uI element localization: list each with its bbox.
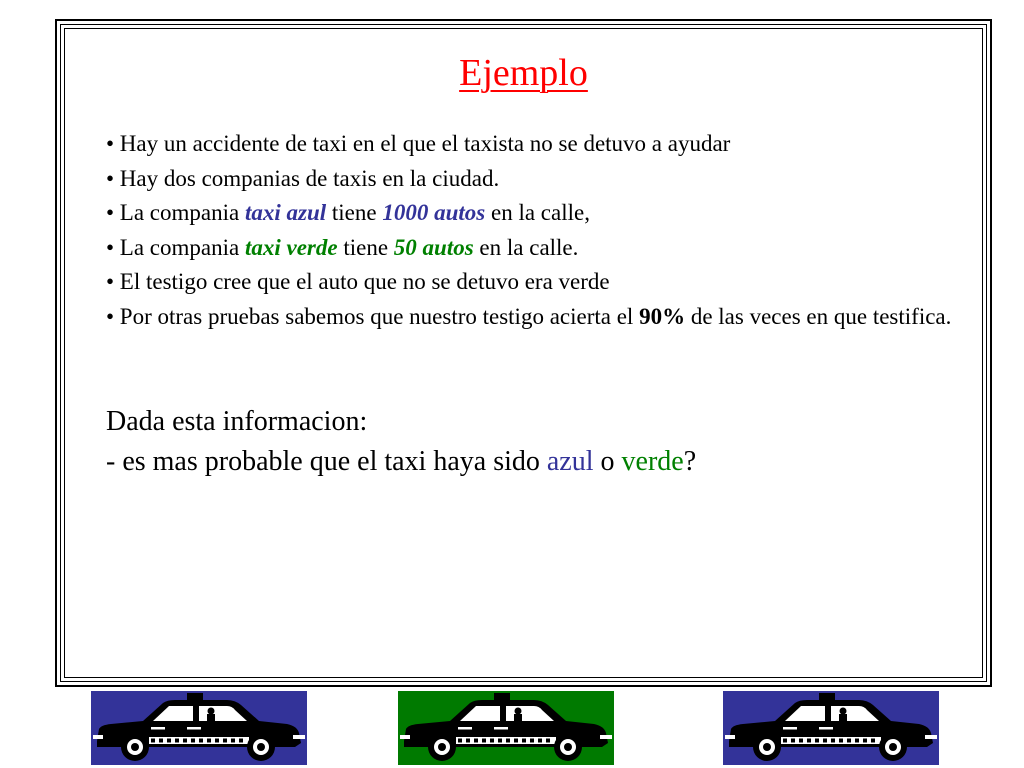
answer-verde: verde bbox=[621, 446, 684, 477]
slide-title: Ejemplo bbox=[459, 52, 588, 94]
green-company-name: taxi verde bbox=[244, 234, 338, 260]
bullet-green-company: • La compania taxi verde tiene 50 autos en la calle. bbox=[106, 234, 579, 260]
blue-company-count: 1000 autos bbox=[382, 200, 486, 225]
bullet-accuracy: • Por otras pruebas sabemos que nuestro testigo acierta el 90% de las veces en que testifica. bbox=[106, 303, 952, 329]
bullet-list bbox=[106, 127, 986, 334]
bullet-witness: • El testigo cree que el auto que no se detuvo era verde bbox=[106, 269, 610, 294]
bullet-companies: • Hay dos companias de taxis en la ciudad. bbox=[106, 165, 500, 191]
slide-frame bbox=[55, 19, 992, 687]
taxi-image-green bbox=[398, 691, 614, 765]
blue-company-name: taxi azul bbox=[244, 200, 327, 225]
question-line: - es mas probable que el taxi haya sido azul o verde? bbox=[106, 446, 697, 477]
taxi-image-blue-right bbox=[723, 691, 939, 765]
question-intro: Dada esta informacion: bbox=[106, 406, 368, 437]
frame-border-innermost bbox=[64, 28, 983, 678]
green-company-count: 50 autos bbox=[393, 234, 474, 260]
answer-azul: azul bbox=[546, 446, 594, 477]
question-block bbox=[106, 402, 986, 482]
bullet-accident: • Hay un accidente de taxi en el que el taxista no se detuvo a ayudar bbox=[106, 131, 731, 156]
taxi-image-blue-left bbox=[91, 691, 307, 765]
accuracy-percent: 90% bbox=[639, 303, 686, 329]
bullet-blue-company: • La compania taxi azul tiene 1000 autos en la calle, bbox=[106, 200, 590, 225]
